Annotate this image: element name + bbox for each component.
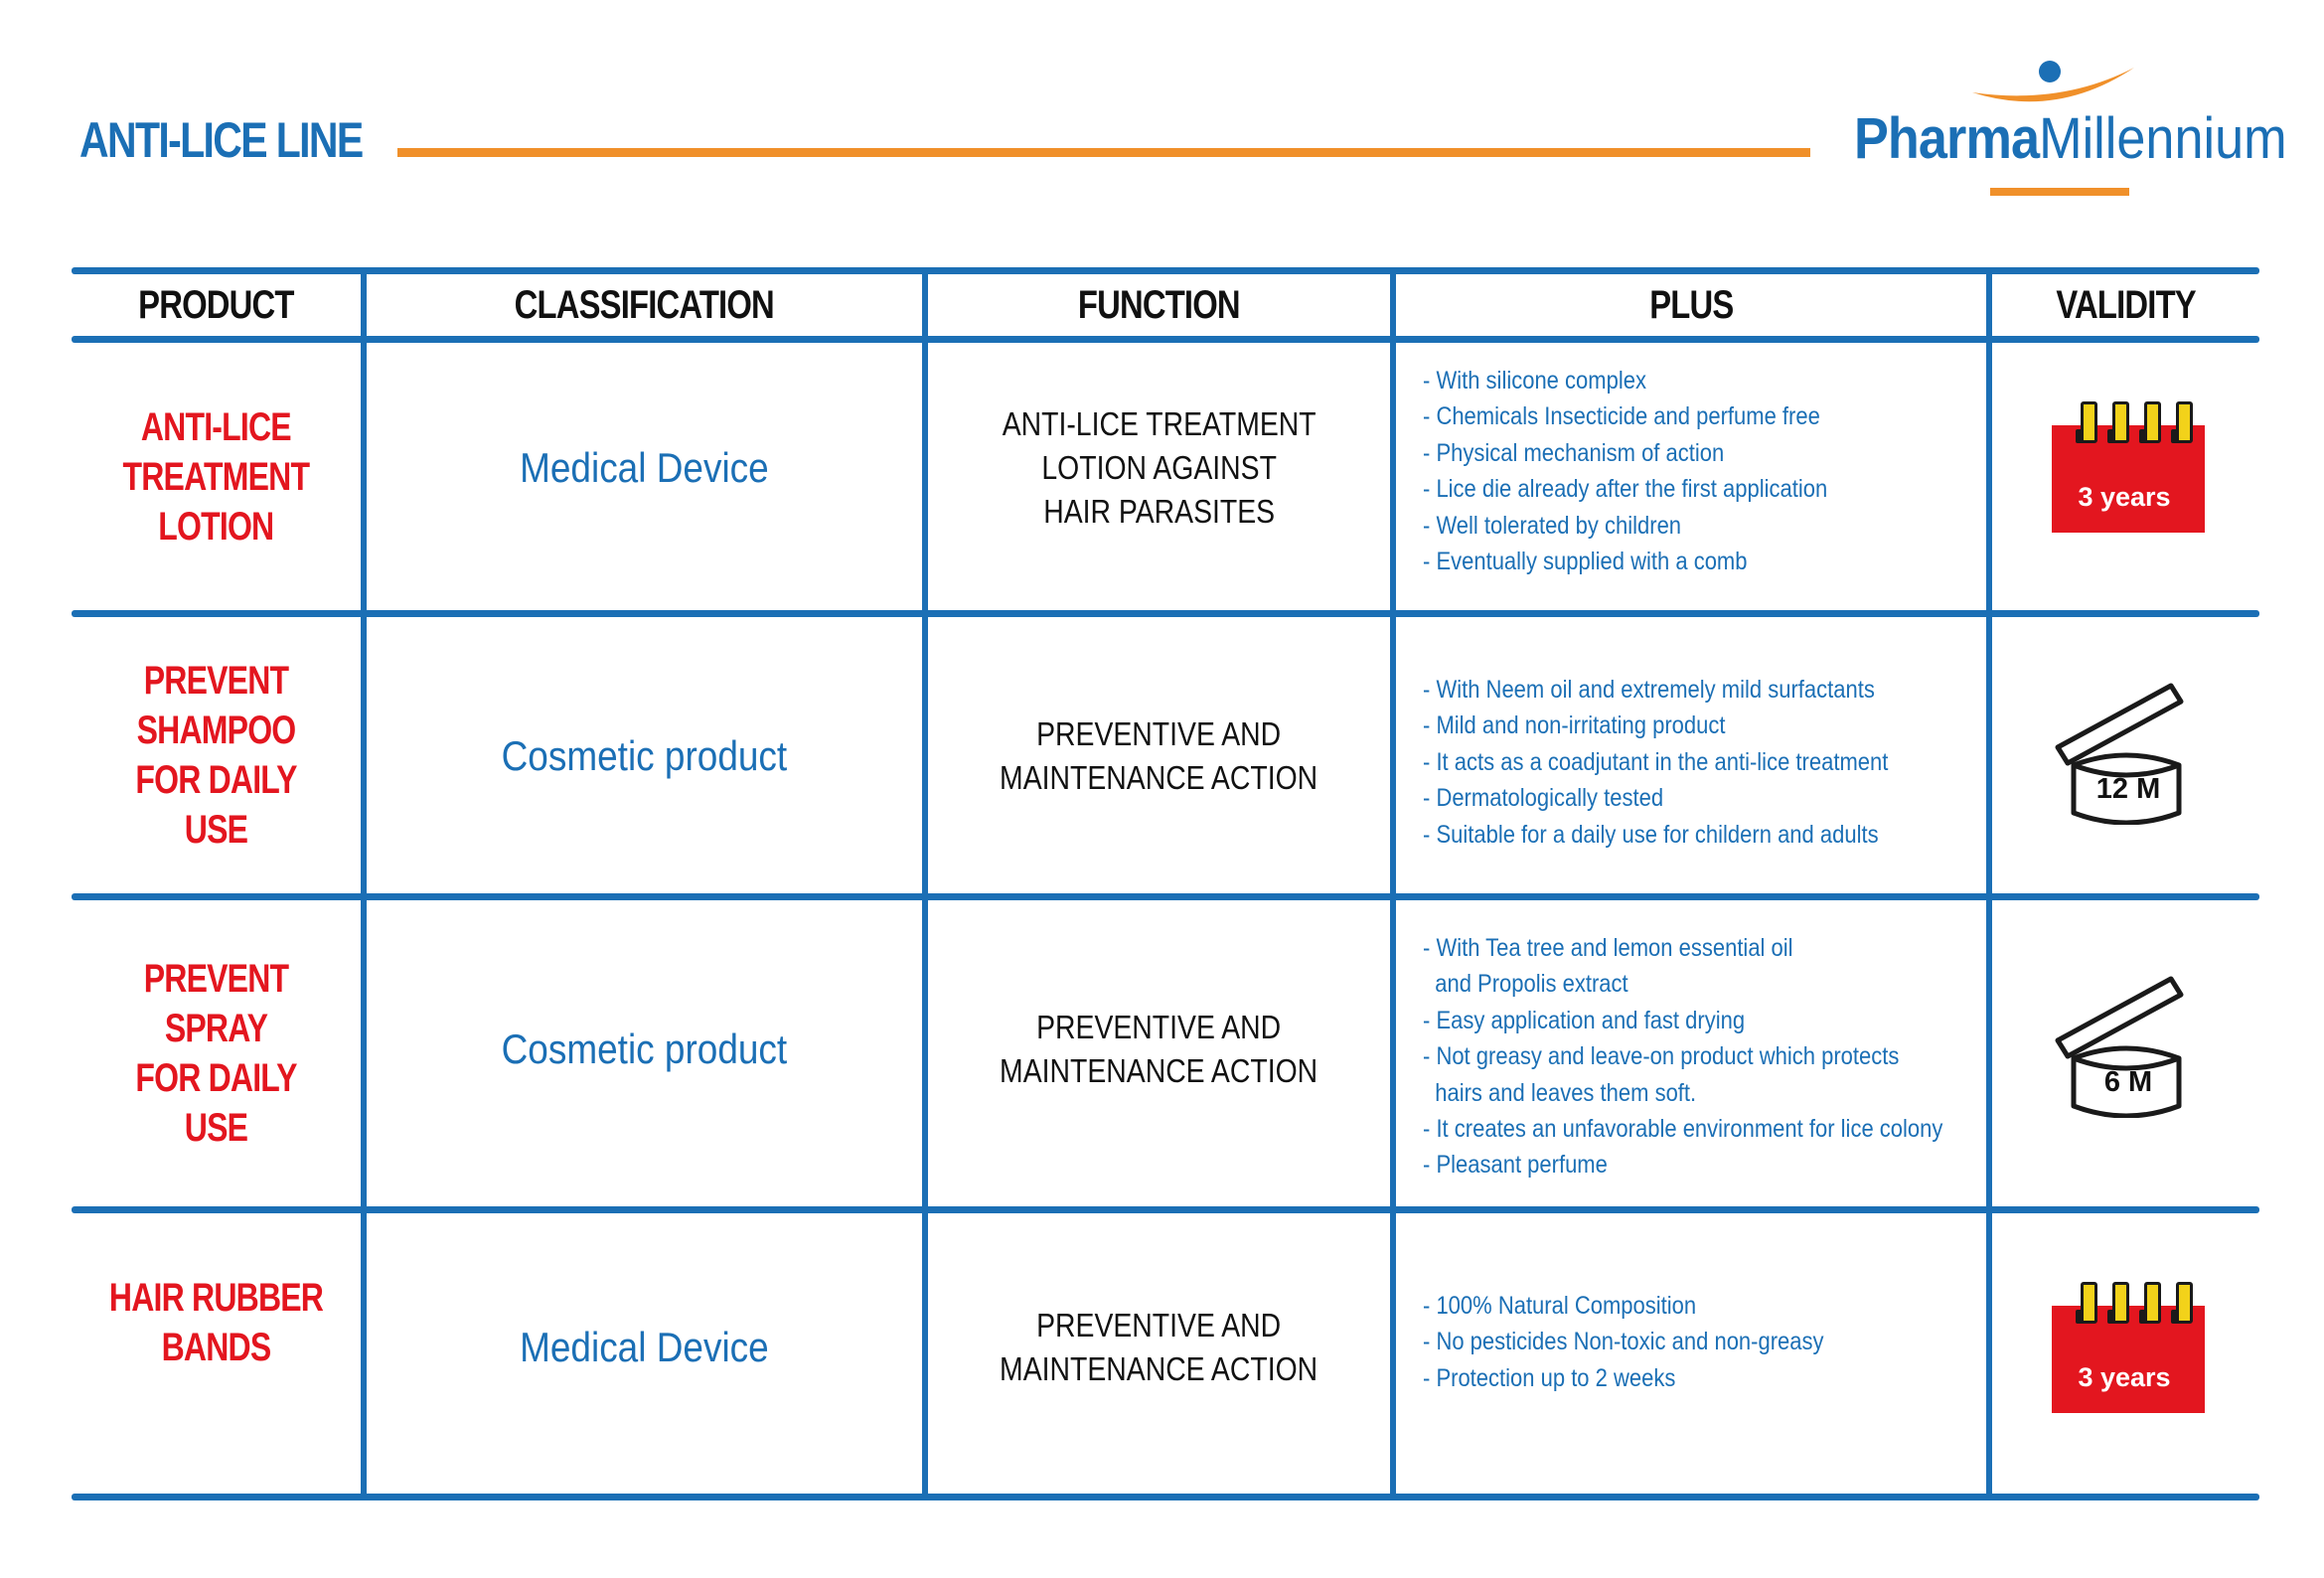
classification-label: Cosmetic product [501, 732, 788, 779]
plus-list [1423, 363, 1827, 579]
table-rule [72, 1494, 2259, 1500]
classification-label: Medical Device [520, 1324, 769, 1370]
header-label: VALIDITY [2056, 282, 2196, 327]
header-cell-product [72, 274, 361, 336]
open-jar-icon [2052, 969, 2201, 1118]
product-name-cell [72, 1213, 361, 1432]
table-rule [72, 267, 2259, 274]
plus-item: - Dermatologically tested [1423, 784, 1664, 813]
header-cell-plus [1396, 274, 1986, 336]
classification-label: Medical Device [520, 444, 769, 491]
classification-label: Cosmetic product [501, 1026, 788, 1072]
plus-item: - Well tolerated by children [1423, 511, 1682, 540]
product-name: PREVENT SPRAY FOR DAILY USE [135, 957, 297, 1150]
product-name: PREVENT SHAMPOO FOR DAILY USE [135, 659, 297, 852]
function-text: PREVENTIVE AND MAINTENANCE ACTION [1000, 1009, 1318, 1089]
plus-item: - No pesticides Non-toxic and non-greasy [1423, 1328, 1824, 1356]
plus-item: - Pleasant perfume [1423, 1151, 1608, 1180]
product-name-cell [72, 343, 361, 610]
product-name: ANTI-LICE TREATMENT LOTION [122, 404, 310, 549]
product-name-cell [72, 617, 361, 893]
plus-item: - Mild and non-irritating product [1423, 711, 1726, 740]
plus-item: - Not greasy and leave-on product which protects [1423, 1042, 1900, 1071]
function-text: PREVENTIVE AND MAINTENANCE ACTION [1000, 1307, 1318, 1387]
validity-label: 3 years [2078, 482, 2171, 512]
header-label: PLUS [1648, 282, 1734, 327]
plus-list [1423, 1288, 1824, 1396]
classification-cell [367, 343, 922, 593]
header-label: CLASSIFICATION [514, 282, 775, 327]
validity-label: 12 M [2095, 773, 2161, 805]
header-label: FUNCTION [1078, 282, 1240, 327]
plus-item: - Suitable for a daily use for childern and adults [1423, 820, 1879, 849]
table-rule [72, 610, 2259, 617]
header-label: PRODUCT [138, 282, 294, 327]
product-name-cell [72, 900, 361, 1206]
plus-item: and Propolis extract [1423, 970, 1628, 999]
plus-item: - With silicone complex [1423, 367, 1646, 394]
brand-name-part2: Millennium [2039, 106, 2287, 171]
plus-list [1423, 930, 1942, 1184]
function-cell [928, 617, 1390, 895]
header-cell-validity [1992, 274, 2259, 336]
plus-item: - Protection up to 2 weeks [1423, 1363, 1676, 1392]
classification-cell [367, 1213, 922, 1482]
plus-item: - With Neem oil and extremely mild surfactants [1423, 676, 1875, 704]
header-cell-classification [367, 274, 922, 336]
plus-item: - 100% Natural Composition [1423, 1292, 1697, 1320]
table-rule [72, 336, 2259, 343]
page-title: ANTI-LICE LINE [79, 112, 363, 168]
plus-item: - Chemicals Insecticide and perfume free [1423, 402, 1820, 431]
plus-item: - With Tea tree and lemon essential oil [1423, 934, 1793, 962]
plus-item: - It acts as a coadjutant in the anti-lice treatment [1423, 747, 1889, 776]
product-name: HAIR RUBBER BANDS [108, 1276, 324, 1369]
plus-item: hairs and leaves them soft. [1423, 1078, 1697, 1107]
classification-cell [367, 900, 922, 1198]
plus-list [1423, 672, 1888, 853]
brand-name-part1: Pharma [1854, 106, 2040, 171]
table-rule [72, 1206, 2259, 1213]
classification-cell [367, 617, 922, 895]
validity-label: 3 years [2078, 1362, 2171, 1392]
column-divider [1390, 270, 1396, 1497]
column-divider [1986, 270, 1992, 1497]
validity-label: 6 M [2103, 1066, 2153, 1098]
function-text: ANTI-LICE TREATMENT LOTION AGAINST HAIR PARASITES [1002, 405, 1317, 530]
function-cell [928, 343, 1390, 593]
plus-item: - Physical mechanism of action [1423, 438, 1725, 467]
function-text: PREVENTIVE AND MAINTENANCE ACTION [1000, 715, 1318, 796]
header-cell-function [928, 274, 1390, 336]
plus-item: - Easy application and fast drying [1423, 1006, 1746, 1034]
open-jar-icon [2052, 676, 2201, 825]
plus-item: - Lice die already after the first application [1423, 475, 1828, 504]
function-cell [928, 1213, 1390, 1482]
plus-item: - Eventually supplied with a comb [1423, 548, 1748, 576]
function-cell [928, 900, 1390, 1198]
plus-item: - It creates an unfavorable environment for lice colony [1423, 1115, 1943, 1144]
